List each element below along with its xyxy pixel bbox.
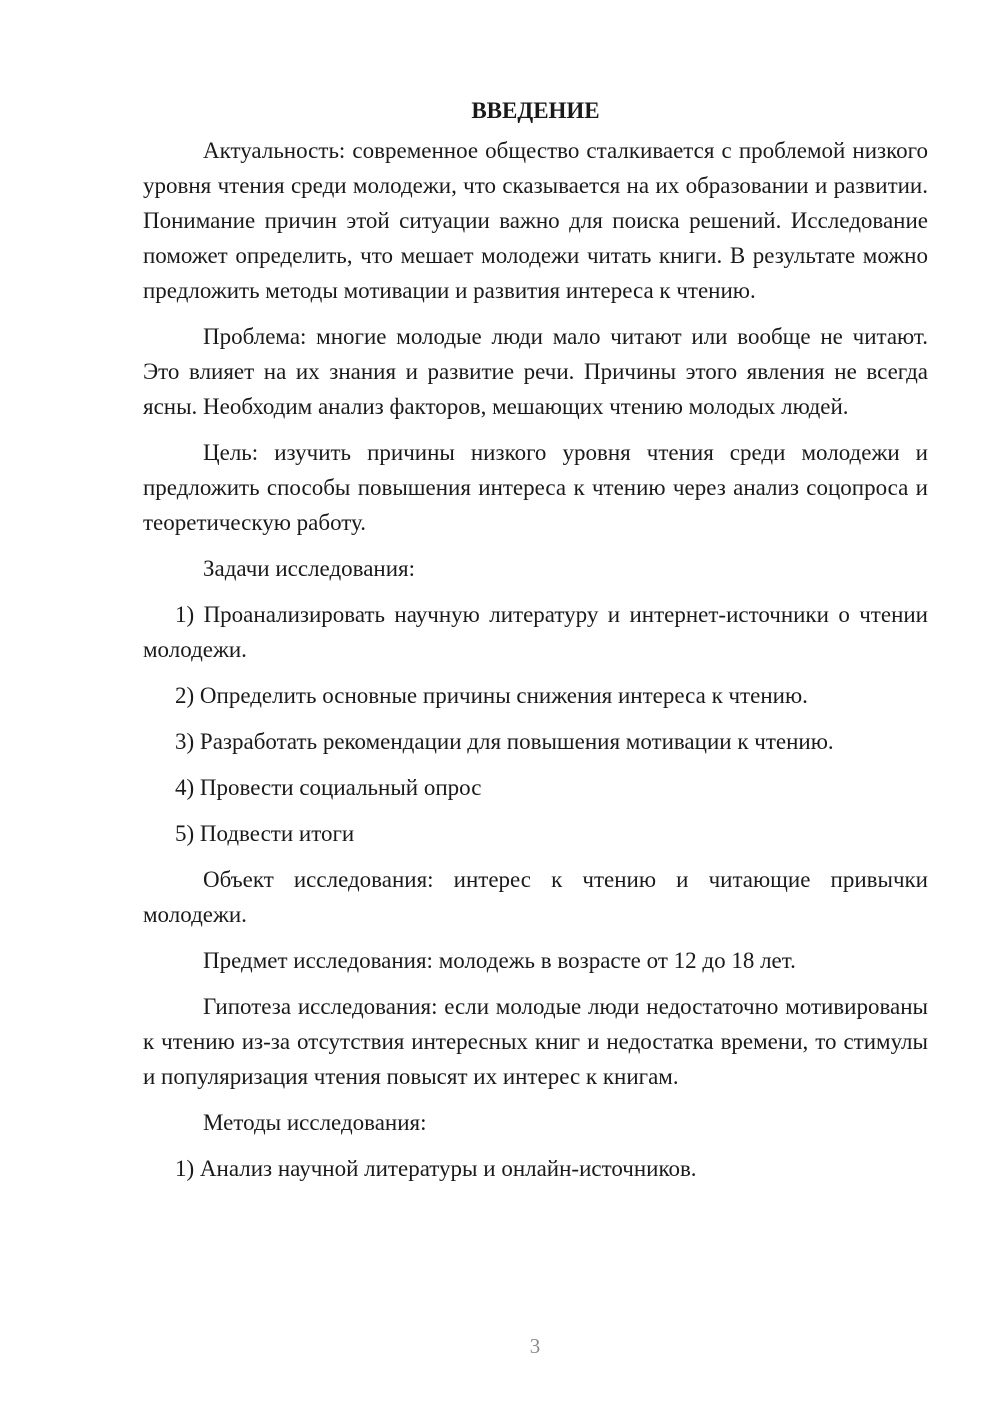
page-content (143, 95, 928, 1197)
paragraph-relevance: Актуальность: современное общество сталкивается с проблемой низкого уровня чтения среди молодежи, что сказывается на их образовании и развитии. Понимание причин этой ситуации важно для поиска решений. Исследование поможет определить, что мешает молодежи читать книги. В результате можно предложить методы мотивации и развития интереса к чтению. (143, 138, 928, 303)
task-item-3: 3) Разработать рекомендации для повышения мотивации к чтению. (175, 729, 834, 754)
paragraph-object: Объект исследования: интерес к чтению и читающие привычки молодежи. (143, 867, 928, 927)
paragraph-hypothesis: Гипотеза исследования: если молодые люди недостаточно мотивированы к чтению из-за отсутствия интересных книг и недостатка времени, то стимулы и популяризация чтения повысят их интерес к книгам. (143, 994, 928, 1089)
paragraph-goal: Цель: изучить причины низкого уровня чтения среди молодежи и предложить способы повышения интереса к чтению через анализ соцопроса и теоретическую работу. (143, 440, 928, 535)
page-number: 3 (529, 1334, 541, 1358)
method-item-1: 1) Анализ научной литературы и онлайн-источников. (175, 1156, 697, 1181)
paragraph-methods-title: Методы исследования: (203, 1110, 427, 1135)
paragraph-tasks-title: Задачи исследования: (203, 556, 416, 581)
paragraph-problem: Проблема: многие молодые люди мало читают или вообще не читают. Это влияет на их знания и развитие речи. Причины этого явления не всегда ясны. Необходим анализ факторов, мешающих чтению молодых людей. (143, 324, 928, 419)
paragraph-subject: Предмет исследования: молодежь в возрасте от 12 до 18 лет. (203, 948, 796, 973)
task-item-2: 2) Определить основные причины снижения интереса к чтению. (175, 683, 808, 708)
task-item-4: 4) Провести социальный опрос (175, 775, 482, 800)
task-item-1: 1) Проанализировать научную литературу и интернет-источники о чтении молодежи. (143, 602, 928, 662)
task-item-5: 5) Подвести итоги (175, 821, 355, 846)
section-heading: ВВЕДЕНИЕ (471, 98, 600, 123)
